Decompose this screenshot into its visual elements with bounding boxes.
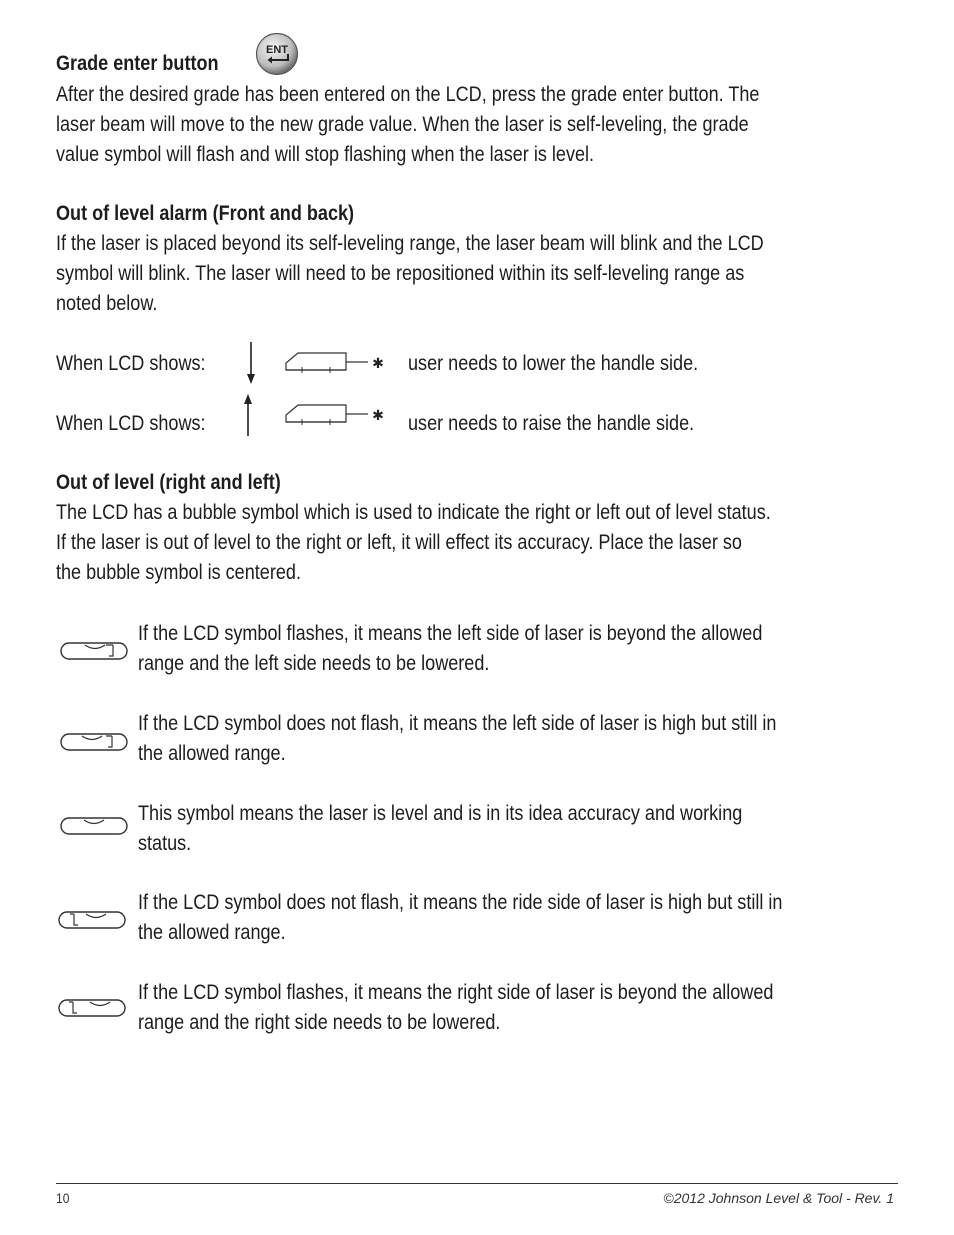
body-line: If the laser is placed beyond its self-leveling range, the laser beam will blink and the LCD bbox=[56, 232, 764, 255]
body-line: noted below. bbox=[56, 292, 158, 315]
grade-symbol-icon bbox=[282, 402, 386, 426]
arrow-down-icon bbox=[244, 340, 258, 386]
bubble-desc-line: range and the left side needs to be lowered. bbox=[138, 652, 490, 675]
lower-handle-text: user needs to lower the handle side. bbox=[408, 352, 699, 375]
body-line: laser beam will move to the new grade value. When the laser is self-leveling, the grade bbox=[56, 113, 749, 136]
copyright-text: ©2012 Johnson Level & Tool - Rev. 1 bbox=[663, 1190, 894, 1206]
bubble-desc-line: If the LCD symbol flashes, it means the right side of laser is beyond the allowed bbox=[138, 981, 774, 1004]
bubble-level-icon bbox=[58, 815, 130, 837]
grade-enter-heading: Grade enter button bbox=[56, 52, 219, 75]
bubble-desc-line: If the LCD symbol does not flash, it means the ride side of laser is high but still in bbox=[138, 891, 783, 914]
lcd-shows-label: When LCD shows: bbox=[56, 412, 206, 435]
page-number: 10 bbox=[56, 1190, 70, 1206]
arrow-up-icon bbox=[241, 392, 255, 438]
right-left-heading: Out of level (right and left) bbox=[56, 471, 281, 494]
grade-symbol-icon bbox=[282, 350, 386, 374]
body-line: the bubble symbol is centered. bbox=[56, 561, 301, 584]
body-line: If the laser is out of level to the right or left, it will effect its accuracy. Place the laser so bbox=[56, 531, 742, 554]
bubble-right-high-icon bbox=[56, 909, 128, 931]
svg-text:✱: ✱ bbox=[372, 408, 384, 424]
bubble-desc-line: the allowed range. bbox=[138, 921, 286, 944]
bubble-desc-line: status. bbox=[138, 832, 192, 855]
alarm-heading: Out of level alarm (Front and back) bbox=[56, 202, 355, 225]
body-line: symbol will blink. The laser will need to be repositioned within its self-leveling range as bbox=[56, 262, 745, 285]
bubble-desc-line: the allowed range. bbox=[138, 742, 286, 765]
bubble-left-flash-icon bbox=[58, 640, 130, 662]
body-line: The LCD has a bubble symbol which is used to indicate the right or left out of level status. bbox=[56, 501, 771, 524]
raise-handle-text: user needs to raise the handle side. bbox=[408, 412, 695, 435]
bubble-right-flash-icon bbox=[56, 997, 128, 1019]
bubble-desc-line: This symbol means the laser is level and is in its idea accuracy and working bbox=[138, 802, 743, 825]
bubble-desc-line: If the LCD symbol does not flash, it means the left side of laser is high but still in bbox=[138, 712, 777, 735]
lcd-shows-label: When LCD shows: bbox=[56, 352, 206, 375]
bubble-desc-line: If the LCD symbol flashes, it means the left side of laser is beyond the allowed bbox=[138, 622, 763, 645]
body-line: After the desired grade has been entered on the LCD, press the grade enter button. The bbox=[56, 83, 760, 106]
ent-button-icon bbox=[255, 32, 299, 76]
bubble-desc-line: range and the right side needs to be lowered. bbox=[138, 1011, 501, 1034]
footer-rule bbox=[56, 1183, 898, 1184]
svg-text:✱: ✱ bbox=[372, 356, 384, 372]
body-line: value symbol will flash and will stop flashing when the laser is level. bbox=[56, 143, 595, 166]
ent-button-label: ENT bbox=[266, 44, 288, 56]
bubble-left-high-icon bbox=[58, 731, 130, 753]
